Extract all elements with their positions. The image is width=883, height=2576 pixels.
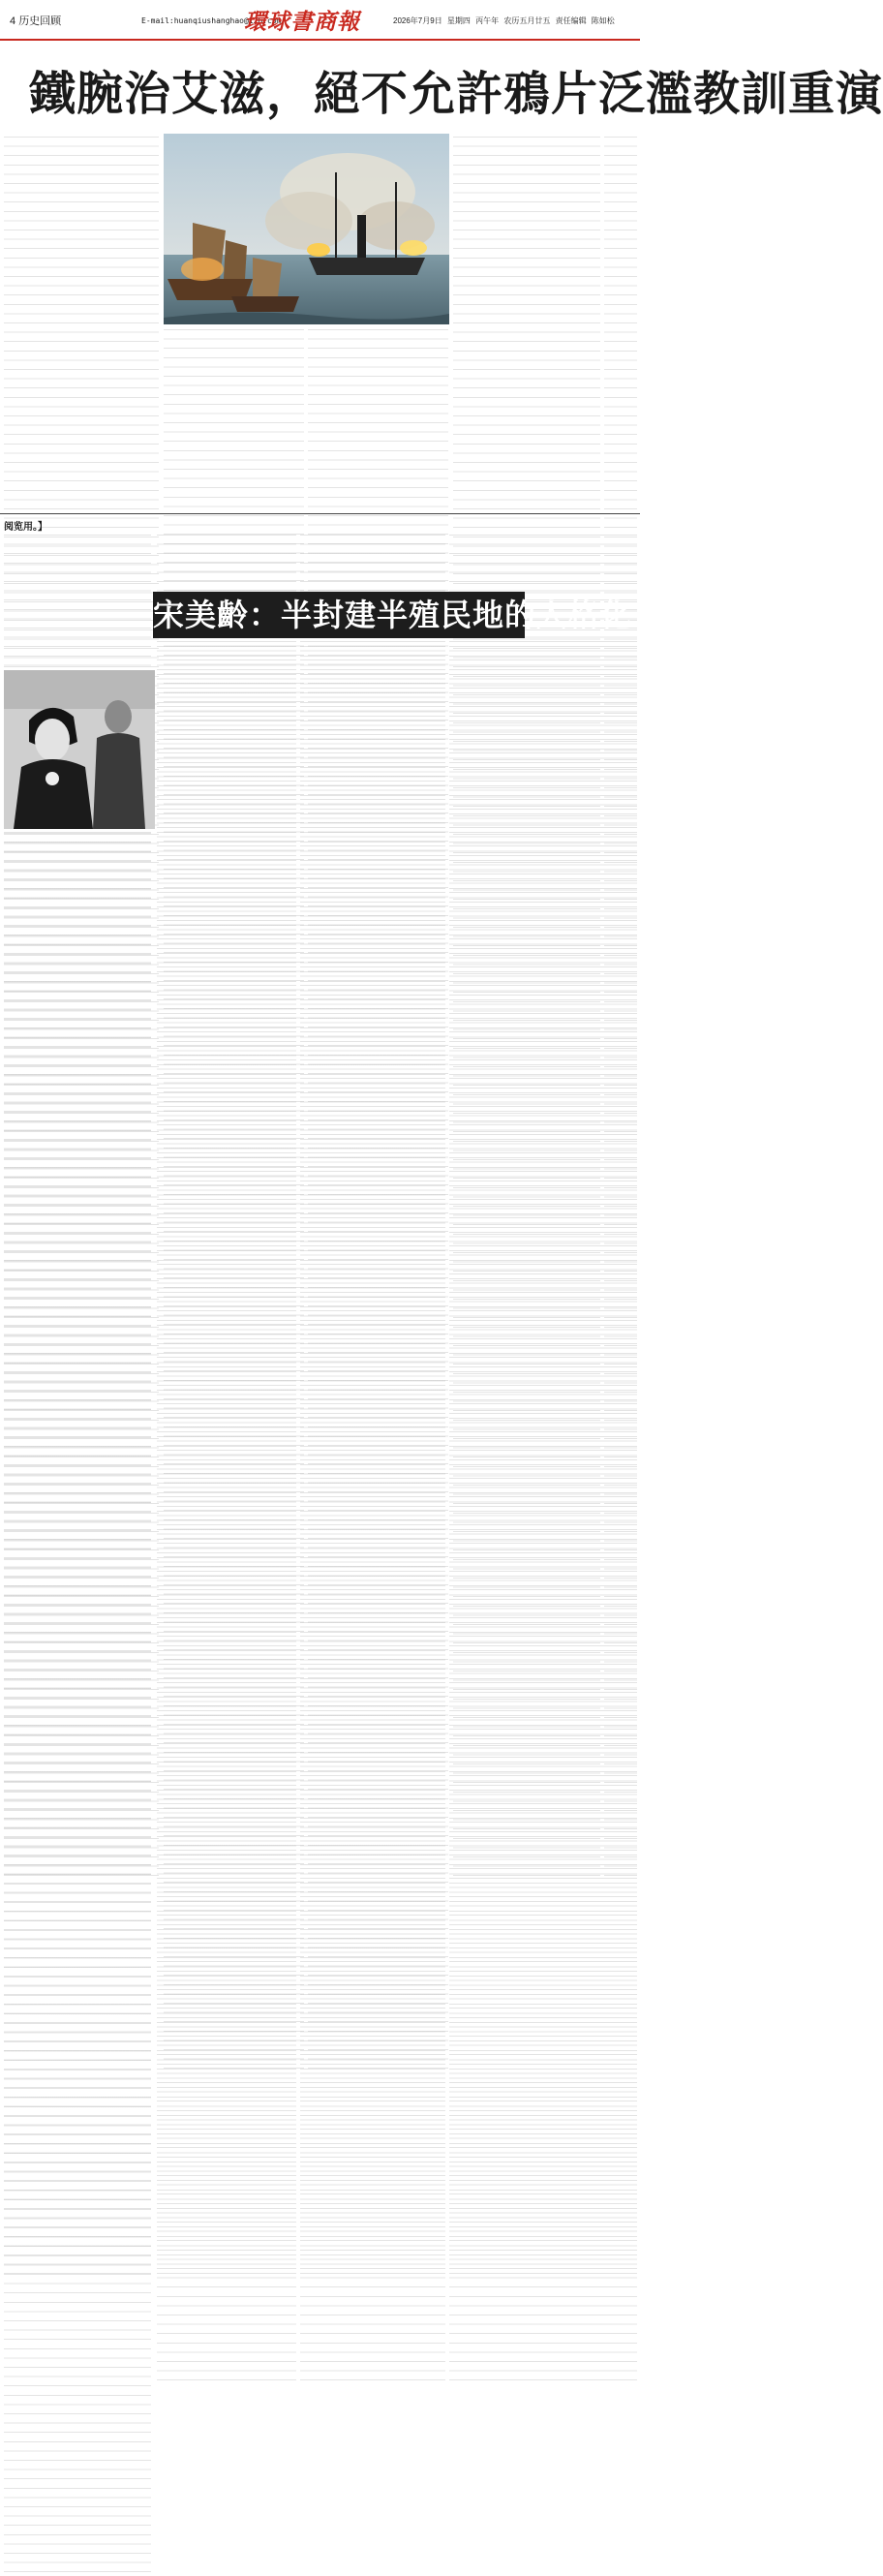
portrait-svg xyxy=(4,670,155,829)
article-2-headline: 宋美齡：半封建半殖民地的人格化 xyxy=(153,592,525,638)
article-divider-rule xyxy=(0,513,640,514)
article-2-column-1-bottom xyxy=(4,833,151,965)
opium-war-battle-illustration xyxy=(164,134,449,324)
man-head xyxy=(105,700,132,733)
junk-hull xyxy=(231,296,299,312)
article-2-column-1 xyxy=(4,535,151,666)
article-1-column-2 xyxy=(164,329,304,512)
woman-dress xyxy=(14,759,93,829)
woman-brooch xyxy=(46,772,59,785)
steamship-hull xyxy=(309,258,425,275)
man-suit xyxy=(93,733,145,829)
section-name: 历史回顾 xyxy=(18,15,62,27)
fire xyxy=(181,258,224,281)
article-1-column-5 xyxy=(604,137,637,512)
article-2-column-4-top xyxy=(449,535,637,589)
article-1-headline: 鐵腕治艾滋，絕不允許鴉片泛濫教訓重演 xyxy=(29,67,883,121)
soong-mei-ling-portrait-photo xyxy=(4,670,155,829)
steamship-funnel xyxy=(357,215,366,258)
article-2-column-3 xyxy=(300,641,445,965)
article-1-column-1 xyxy=(4,137,159,512)
article-2-column-2-top xyxy=(157,535,296,589)
paper-logo: 環球書商報 xyxy=(244,9,360,35)
article-2-column-label: 阅览用。】 xyxy=(4,522,47,533)
article-2-column-3-top xyxy=(300,535,445,589)
article-1-column-4 xyxy=(453,137,600,512)
issue-date-line: 2026年7月9日 星期四 丙午年 农历五月廿五 责任编辑 陈如松 xyxy=(393,16,615,25)
woman-face xyxy=(35,719,70,761)
article-2-column-4 xyxy=(449,641,637,965)
cannon-flash xyxy=(307,243,330,257)
article-1-column-3 xyxy=(308,329,448,512)
masthead xyxy=(0,0,640,41)
editor-email[interactable]: E-mail:huanqiushanghao@126.com xyxy=(141,16,282,25)
page-section-label xyxy=(10,13,61,28)
article-2-column-2 xyxy=(157,641,296,965)
junk-sail xyxy=(224,240,247,279)
cannon-flash xyxy=(400,240,427,256)
battle-scene-svg xyxy=(164,134,449,324)
junk-sail xyxy=(253,258,282,296)
page-number: 4 xyxy=(10,15,16,27)
smoke-cloud xyxy=(265,192,352,250)
photo-background xyxy=(4,670,155,709)
